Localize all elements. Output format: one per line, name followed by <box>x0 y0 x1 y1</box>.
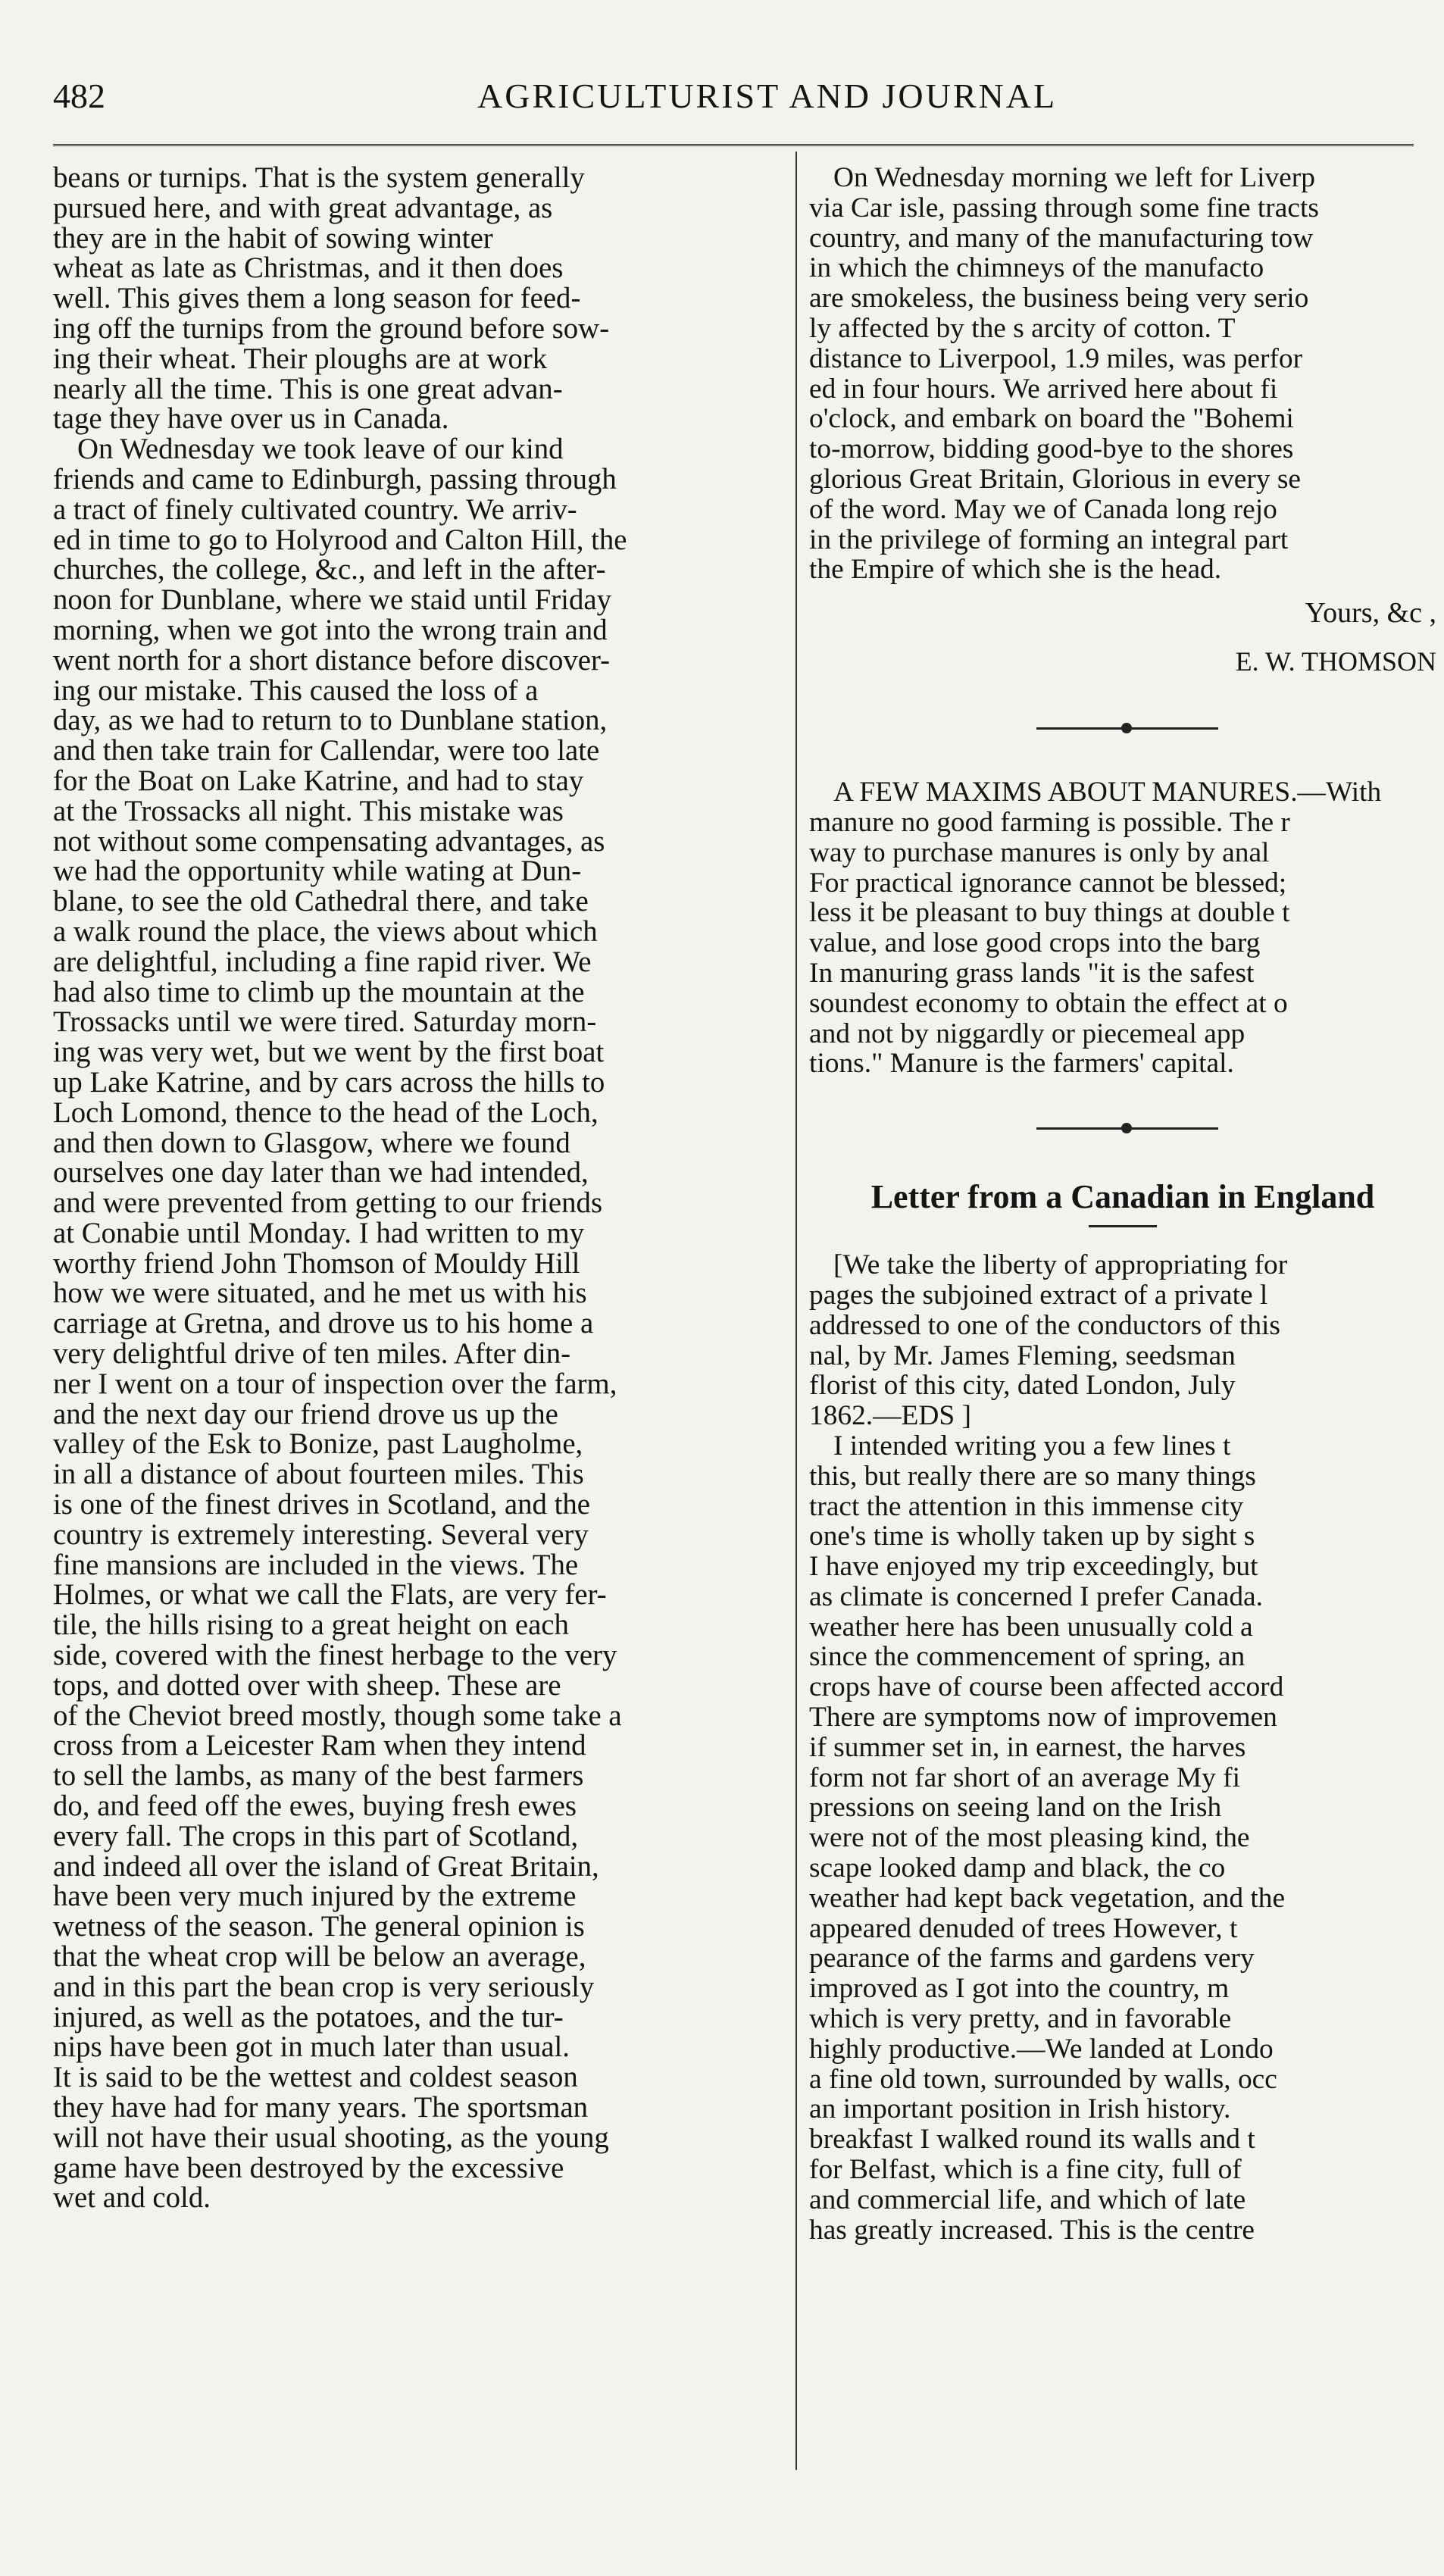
left-paragraph-2: On Wednesday we took leave of our kind friends and came to Edinburgh, passing through a tract of finely cultivated country. We arriv- ed in time to go to Holyrood and Calton Hill, the churches, the college, &c., and left in the after- noon for Dunblane, where we staid until Friday morning, when we got into the wrong train and went north for a short distance before discover- ing our mistake. This caused the loss of a day, as we had to return to to Dunblane station, and then take train for Callendar, were too late for the Boat on Lake Katrine, and had to stay at the Trossacks all night. This mistake was not without some compensating advantages, as we had the opportunity while wating at Dun- blane, to see the old Cathedral there, and take a walk round the place, the views about which are delightful, including a fine rapid river. We had also time to climb up the mountain at the Trossacks until we were tired. Saturday morn- ing was very wet, but we went by the first boat up Lake Katrine, and by cars across the hills to Loch Lomond, thence to the head of the Loch, and then down to Glasgow, where we found ourselves one day later than we had intended, and were prevented from getting to our friends at Conabie until Monday. I had written to my worthy friend John Thomson of Mouldy Hill how we were situated, and he met us with his carriage at Gretna, and drove us to his home a very delightful drive of ten miles. After din- ner I went on a tour of inspection over the farm, and the next day our friend drove us up the valley of the Esk to Bonize, past Laugholme, in all a distance of about fourteen miles. This is one of the finest drives in Scotland, and the country is extremely interesting. Several very fine mansions are included in the views. The Holmes, or what we call the Flats, are very fer- tile, the hills rising to a great height on each side, covered with the finest herbage to the very tops, and dotted over with sheep. These are of the Cheviot breed mostly, though some take a cross from a Leicester Ram when they intend to sell the lambs, as many of the best farmers do, and feed off the ewes, buying fresh ewes every fall. The crops in this part of Scotland, and indeed all over the island of Great Britain, have been very much injured by the extreme wetness of the season. The general opinion is that the wheat crop will be below an average, and in this part the bean crop is very seriously injured, as well as the potatoes, and the tur- nips have been got in much later than usual. It is said to be the wettest and coldest season they have had for many years. The sportsman will not have their usual shooting, as the young game have been destroyed by the excessive wet and cold. <box>53 433 627 2215</box>
divider-dot <box>1121 723 1132 733</box>
column-divider <box>795 152 797 2470</box>
divider-dot <box>1121 1123 1132 1133</box>
left-paragraph-1: beans or turnips. That is the system generally pursued here, and with great advantage, as they are in the habit of sowing winter wheat as late as Christmas, and it then does well. This gives them a long season for feed- ing off the turnips from the ground before sow- ing their wheat. Their ploughs are at work nearly all the time. This is one great advan- tage they have over us in Canada. <box>53 161 610 436</box>
article-title: Letter from a Canadian in England <box>870 1178 1375 1216</box>
maxims-paragraph <box>809 777 1436 1079</box>
header-rule <box>53 144 1414 146</box>
page-number: 482 <box>53 77 105 115</box>
article-body: I intended writing you a few lines t this, but really there are so many things tract the attention in this immense city one's time is wholly taken up by sight s I have enjoyed my trip exceedingly, but as climate is concerned I prefer Canada. weather here has been unusually cold a since the commencement of spring, an crops have of course been affected accord There are symptoms now of improvemen if summer set in, in earnest, the harves form not far short of an average My fi pressions on seeing land on the Irish were not of the most pleasing kind, the scape looked damp and black, the co weather had kept back vegetation, and the appeared denuded of trees However, t pearance of the farms and gardens very improved as I got into the country, m which is very pretty, and in favorable highly productive.—We landed at Londo a fine old town, surrounded by walls, occ an important position in Irish history. breakfast I walked round its walls and t for Belfast, which is a fine city, full of and commercial life, and which of late has greatly increased. This is the centre <box>809 1430 1286 2246</box>
title-rule <box>1089 1225 1157 1227</box>
left-column <box>53 163 780 2213</box>
journal-title: AGRICULTURIST AND JOURNAL <box>477 77 1058 115</box>
article-intro: [We take the liberty of appropriating for pages the subjoined extract of a private l addressed to one of the conductors of this nal, by Mr. James Fleming, seedsman florist of this city, dated London, July 1862.—EDS ] <box>809 1249 1288 1432</box>
letter-signature: E. W. THOMSON <box>1235 646 1436 677</box>
page-header <box>53 68 1414 136</box>
section-divider <box>809 717 1436 739</box>
right-column <box>809 163 1436 2245</box>
maxims-heading: A FEW MAXIMS ABOUT MANURES. <box>833 777 1298 808</box>
letter-article <box>809 1177 1436 2245</box>
letter-end-paragraph: On Wednesday morning we left for Liverp via Car isle, passing through some fine tracts country, and many of the manufacturing tow in which the chimneys of the manufacto are smokeless, the business being very serio ly affected by the s arcity of cotton. T distance to Liverpool, 1.9 miles, was perfor ed in four hours. We arrived here about fi o'clock, and embark on board the "Bohemi to-morrow, bidding good-bye to the shores glorious Great Britain, Glorious in every se of the word. May we of Canada long rejo in the privilege of forming an integral part the Empire of which she is the head. <box>809 162 1319 586</box>
maxims-article <box>809 777 1436 1079</box>
letter-signoff: Yours, &c , <box>1305 597 1436 630</box>
section-divider <box>809 1117 1436 1140</box>
maxims-text: —With manure no good farming is possible. The r way to purchase manures is only by anal For practical ignorance cannot be blessed; less it be pleasant to buy things at double t value, and lose good crops into the barg In manuring grass lands "it is the safest soundest economy to obtain the effect at o and not by niggardly or piecemeal app tions." Manure is the farmers' capital. <box>809 777 1382 1080</box>
